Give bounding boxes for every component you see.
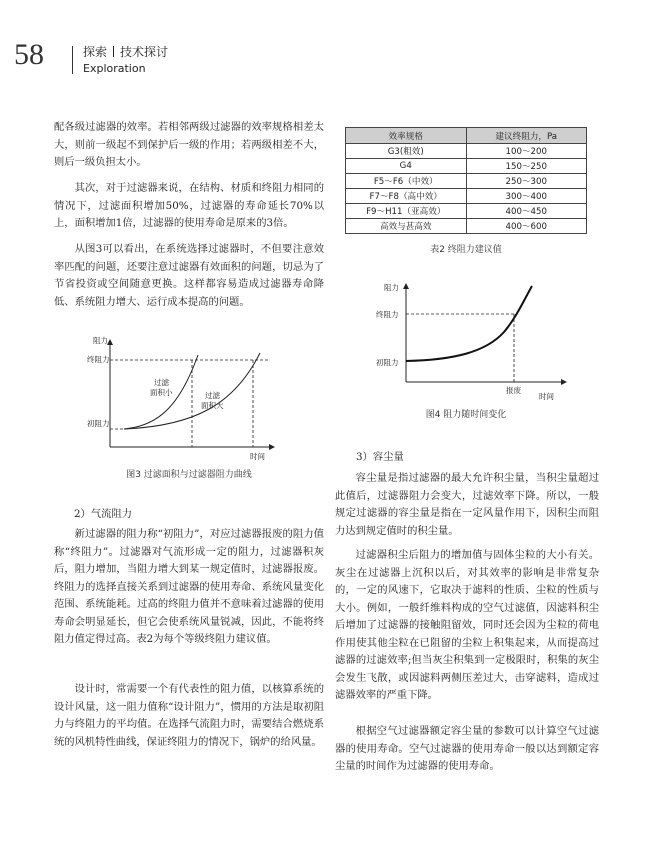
subcategory-label: 技术探讨 [120, 45, 169, 59]
paragraph-design-resistance: 设计时，常需要一个有代表性的阻力值，以核算系统的设计风量，这一阻力值称“设计阻力”，惯用的方法是取初阻力与终阻力的平均值。在选择气流阻力时，需要结合燃烧系统的风机特性曲线，保证终阻力的情况下，锅炉的给风量。 [54, 683, 324, 748]
table-header-cell: 建议终阻力，Pa [466, 128, 587, 144]
table-cell: 100～200 [466, 144, 587, 159]
table-row [346, 144, 587, 159]
table-cell: F5～F6（中效） [346, 174, 467, 189]
page-number: 58 [14, 38, 44, 71]
figure4-y-label: 阻力 [384, 283, 399, 292]
paragraph-dust-accumulation: 过滤器积尘后阻力的增加值与固体尘粒的大小有关。灰尘在过滤器上沉积以后，对其效率的影响是非常复杂的，一定的风速下，它取决于滤料的性质、尘粒的性质与大小。例如，一般纤维料构成的空气过滤值，因滤料积尘后增加了过滤器的接触阻留效，同时还会因为尘粒的荷电作用使其他尘粒在已阻留的尘粒上积集起来，从而提高过滤器的过滤效率;但当灰尘积集到一定极限时，积集的灰尘会发生飞散，或因滤料两侧压差过大，击穿滤料，造成过滤器效率的严重下降。 [335, 549, 599, 701]
paragraph-efficiency-matching: 配各级过滤器的效率。若相邻两级过滤器的效率规格相差太大，则前一级起不到保护后一级的作用；若两级相差不大，则后一级负担太小。 [54, 121, 324, 168]
table-row [346, 219, 587, 234]
figure3-x-label: 时间 [250, 452, 265, 461]
table-cell: 高效与甚高效 [346, 219, 467, 234]
table-header-cell: 效率规格 [346, 128, 467, 144]
category-separator [113, 46, 114, 57]
figure4-caption: 图4 阻力随时间变化 [425, 410, 507, 420]
header-divider [72, 46, 73, 74]
table-cell: G3(粗效) [346, 144, 467, 159]
figure4-final-label: 终阻力 [376, 310, 399, 319]
section3-title: 3）容尘量 [356, 451, 404, 463]
table-cell: 250～300 [466, 174, 587, 189]
paragraph-filter-area: 其次，对于过滤器来说，在结构、材质和终阻力相同的情况下，过滤面积增加50%，过滤器的寿命延长70%以上，面积增加1倍，过滤器的使用寿命是原来的3倍。 [54, 182, 324, 229]
section-category [83, 46, 168, 58]
table-row [346, 159, 587, 174]
figure3-y-label: 阻力 [93, 336, 108, 345]
section-english: Exploration [83, 62, 146, 75]
paragraph-airflow-resistance: 新过滤器的阻力称“初阻力”，对应过滤器报废的阻力值称“终阻力”。过滤器对气流形成一定的阻力，过滤器积灰后，阻力增加，当阻力增大到某一规定值时，过滤器报废。终阻力的选择直接关系到过滤器的使用寿命、系统风量变化范围、系统能耗。过高的终阻力值并不意味着过滤器的使用寿命会明显延长，但它会使系统风量锐减，因此，不能将终阻力值定得过高。表2为每个等级终阻力建议值。 [54, 528, 324, 645]
figure3-small-area-l1: 过滤 [154, 378, 169, 387]
figure4-resistance-curve [406, 286, 532, 361]
figure3-chart [84, 330, 284, 464]
figure4-x-label: 时间 [539, 392, 554, 400]
figure3-initial-label: 初阻力 [87, 419, 110, 428]
paragraph-service-life: 根据空气过滤器额定容尘量的参数可以计算空气过滤器的使用寿命。空气过滤器的使用寿命一般以达到额定容尘量的时间作为过滤器的使用寿命。 [335, 725, 599, 772]
figure4-chart [374, 280, 574, 400]
table-row [346, 189, 587, 204]
figure4-initial-label: 初阻力 [376, 358, 399, 367]
figure3-large-area-l1: 过滤 [205, 391, 220, 400]
figure3-small-area-l2: 面积小 [150, 388, 173, 397]
table-cell: G4 [346, 159, 467, 174]
section2-title: 2）气流阻力 [74, 508, 133, 520]
figure3-final-label: 终阻力 [87, 355, 110, 364]
table-row [346, 174, 587, 189]
table2-final-resistance [345, 127, 587, 234]
table-cell: F9～H11（亚高效） [346, 204, 467, 219]
table-row [346, 204, 587, 219]
table-header-row [346, 128, 587, 144]
table2-caption: 表2 终阻力建议值 [430, 245, 502, 255]
figure3-large-area-l2: 面积大 [201, 401, 224, 410]
table-cell: 300～400 [466, 189, 587, 204]
figure3-caption: 图3 过滤面积与过滤器阻力曲线 [126, 470, 252, 480]
category-label: 探索 [83, 45, 108, 59]
paragraph-figure3-discussion: 从图3可以看出，在系统选择过滤器时，不但要注意效率匹配的问题，还要注意过滤器有效面积的问题，切忌为了节省投资或空间随意更换。这样都容易造成过滤器寿命降低、系统阻力增大、运行成本提高的问题。 [54, 243, 324, 308]
figure4-scrap-label: 报废 [506, 386, 521, 395]
table-cell: 400～600 [466, 219, 587, 234]
paragraph-dust-capacity: 容尘量是指过滤器的最大允许积尘量，当积尘量超过此值后，过滤器阻力会变大，过滤效率下降。所以，一般规定过滤器的容尘量是指在一定风量作用下，因积尘而阻力达到规定值时的积尘量。 [335, 472, 599, 537]
table-cell: 400～450 [466, 204, 587, 219]
table-cell: F7～F8（高中效） [346, 189, 467, 204]
table-cell: 150～250 [466, 159, 587, 174]
